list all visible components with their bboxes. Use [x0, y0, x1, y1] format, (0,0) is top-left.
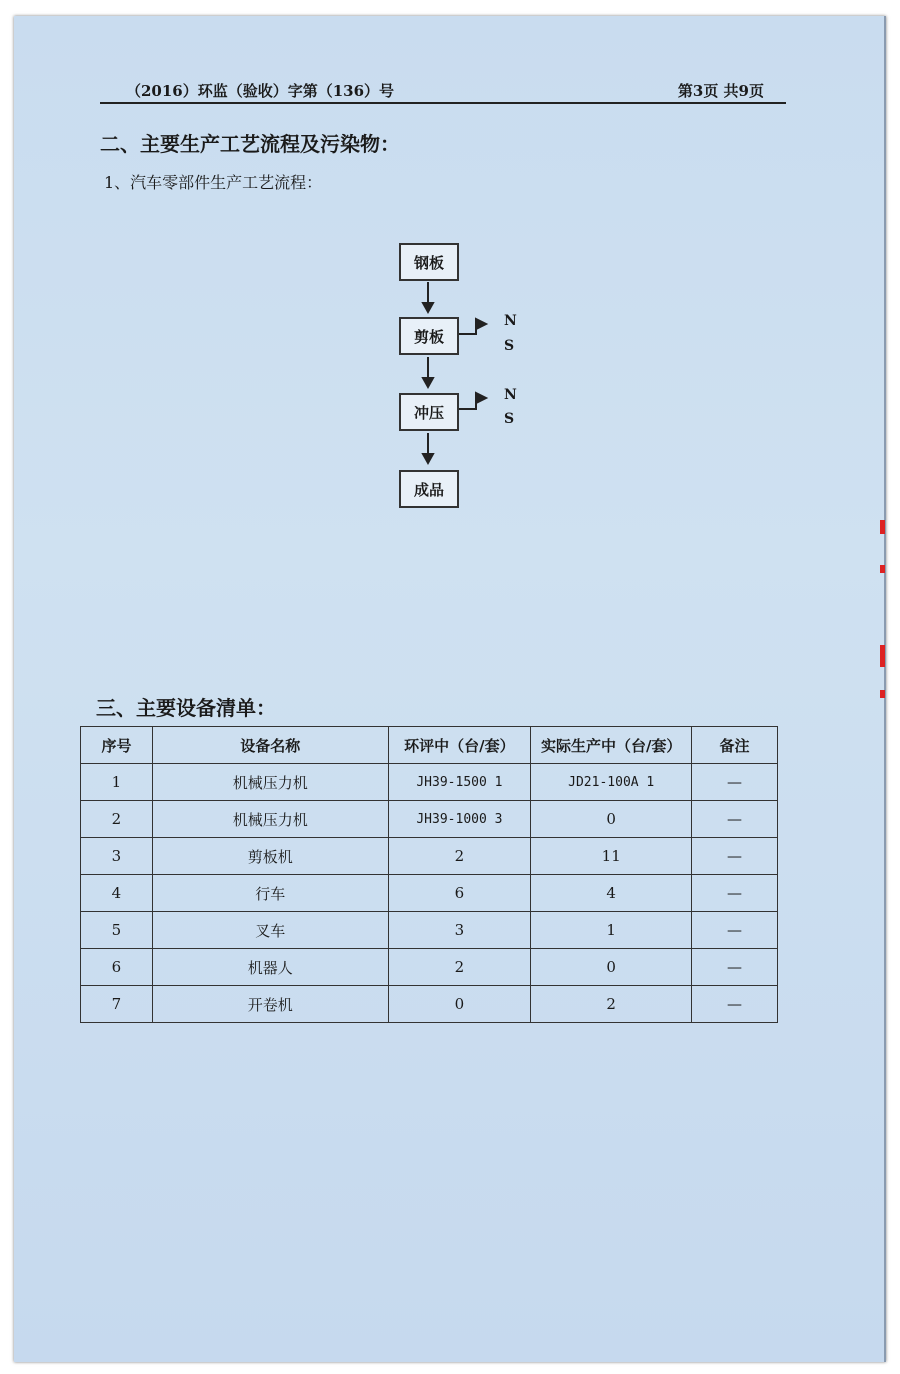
cell-index: 7: [81, 986, 153, 1023]
pollutant-label: N: [504, 387, 517, 403]
document-number: （2016）环监（验收）字第（136）号: [126, 82, 395, 100]
cell-actual-count: 0: [531, 801, 692, 838]
cell-actual-count: 11: [531, 838, 692, 875]
cell-actual-count: JD21-100A 1: [531, 764, 692, 801]
cell-eia-count: JH39-1000 3: [388, 801, 531, 838]
section2-title: 二、主要生产工艺流程及污染物：: [100, 132, 400, 156]
cell-equipment-name: 机器人: [152, 949, 388, 986]
table-row: [81, 838, 778, 875]
page-info: 第3页 共9页: [677, 82, 764, 100]
col-header: 实际生产中（台/套）: [531, 727, 692, 764]
cell-eia-count: 6: [388, 875, 531, 912]
cell-remark: —: [692, 986, 778, 1023]
cell-remark: —: [692, 801, 778, 838]
red-edge-mark: [880, 565, 885, 573]
pollutant-label: S: [504, 411, 515, 427]
cell-actual-count: 4: [531, 875, 692, 912]
col-header: 备注: [692, 727, 778, 764]
cell-equipment-name: 开卷机: [152, 986, 388, 1023]
cell-index: 3: [81, 838, 153, 875]
cell-remark: —: [692, 764, 778, 801]
cell-equipment-name: 行车: [152, 875, 388, 912]
cell-equipment-name: 机械压力机: [152, 801, 388, 838]
cell-remark: —: [692, 875, 778, 912]
cell-remark: —: [692, 838, 778, 875]
flow-step-steel-plate: 钢板: [399, 243, 459, 281]
cell-eia-count: 3: [388, 912, 531, 949]
table-row: [81, 764, 778, 801]
section3-title: 三、主要设备清单：: [96, 696, 276, 720]
cell-actual-count: 0: [531, 949, 692, 986]
col-header: 序号: [81, 727, 153, 764]
cell-index: 5: [81, 912, 153, 949]
cell-eia-count: 2: [388, 838, 531, 875]
cell-equipment-name: 机械压力机: [152, 764, 388, 801]
col-header: 设备名称: [152, 727, 388, 764]
cell-index: 1: [81, 764, 153, 801]
table-row: [81, 949, 778, 986]
table-row: [81, 986, 778, 1023]
cell-eia-count: 2: [388, 949, 531, 986]
flow-step-finished-product: 成品: [399, 470, 459, 508]
cell-index: 6: [81, 949, 153, 986]
cell-remark: —: [692, 912, 778, 949]
cell-eia-count: JH39-1500 1: [388, 764, 531, 801]
cell-eia-count: 0: [388, 986, 531, 1023]
col-header: 环评中（台/套）: [388, 727, 531, 764]
cell-actual-count: 1: [531, 912, 692, 949]
table-row: [81, 801, 778, 838]
cell-actual-count: 2: [531, 986, 692, 1023]
pollutant-label: N: [504, 313, 517, 329]
cell-equipment-name: 剪板机: [152, 838, 388, 875]
table-header-row: [81, 727, 778, 764]
table-row: [81, 875, 778, 912]
pollutant-label: S: [504, 338, 515, 354]
cell-index: 2: [81, 801, 153, 838]
table-row: [81, 912, 778, 949]
section2-subtitle: 1、汽车零部件生产工艺流程：: [104, 173, 323, 192]
red-edge-mark: [880, 645, 885, 667]
equipment-table: [80, 726, 778, 1023]
red-edge-mark: [880, 690, 885, 698]
cell-index: 4: [81, 875, 153, 912]
flow-step-shearing: 剪板: [399, 317, 459, 355]
cell-remark: —: [692, 949, 778, 986]
flow-step-stamping: 冲压: [399, 393, 459, 431]
cell-equipment-name: 叉车: [152, 912, 388, 949]
